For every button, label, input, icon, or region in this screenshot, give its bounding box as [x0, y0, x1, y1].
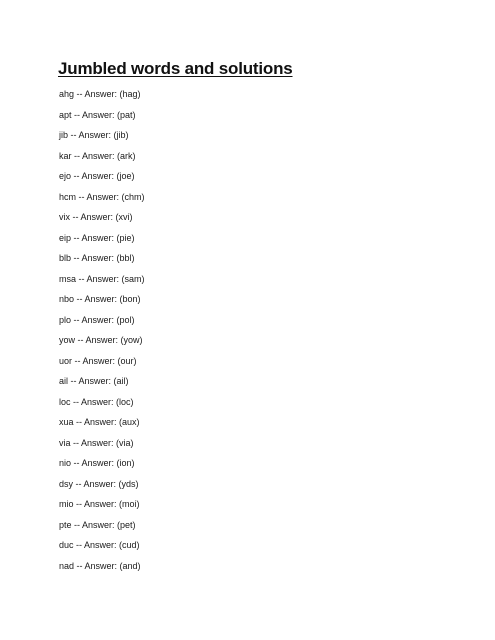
list-item: eip -- Answer: (pie) — [59, 232, 135, 243]
list-item: nio -- Answer: (ion) — [59, 458, 135, 468]
list-item: ejo -- Answer: (joe) — [59, 171, 135, 181]
list-item: jib -- Answer: (jib) — [59, 130, 129, 140]
list-item: duc -- Answer: (cud) — [59, 540, 140, 550]
list-item: uor -- Answer: (our) — [59, 355, 137, 366]
list-item: apt -- Answer: (pat) — [59, 109, 136, 120]
list-item: mio -- Answer: (moi) — [59, 499, 140, 509]
page-title: Jumbled words and solutions — [58, 59, 293, 78]
list-item: via -- Answer: (via) — [59, 437, 134, 448]
list-item: loc -- Answer: (loc) — [59, 396, 134, 407]
list-item: yow -- Answer: (yow) — [59, 335, 143, 345]
list-item: vix -- Answer: (xvi) — [59, 212, 133, 222]
list-item: nad -- Answer: (and) — [59, 560, 141, 571]
list-item: ahg -- Answer: (hag) — [59, 89, 141, 99]
list-item: dsy -- Answer: (yds) — [59, 478, 139, 489]
word-list — [59, 87, 145, 579]
list-item: pte -- Answer: (pet) — [59, 519, 136, 530]
list-item: hcm -- Answer: (chm) — [59, 191, 145, 202]
list-item: blb -- Answer: (bbl) — [59, 253, 135, 263]
list-item: xua -- Answer: (aux) — [59, 417, 140, 427]
list-item: kar -- Answer: (ark) — [59, 150, 136, 161]
list-item: msa -- Answer: (sam) — [59, 273, 145, 284]
list-item: nbo -- Answer: (bon) — [59, 294, 141, 304]
list-item: ail -- Answer: (ail) — [59, 376, 129, 386]
list-item: plo -- Answer: (pol) — [59, 314, 135, 325]
